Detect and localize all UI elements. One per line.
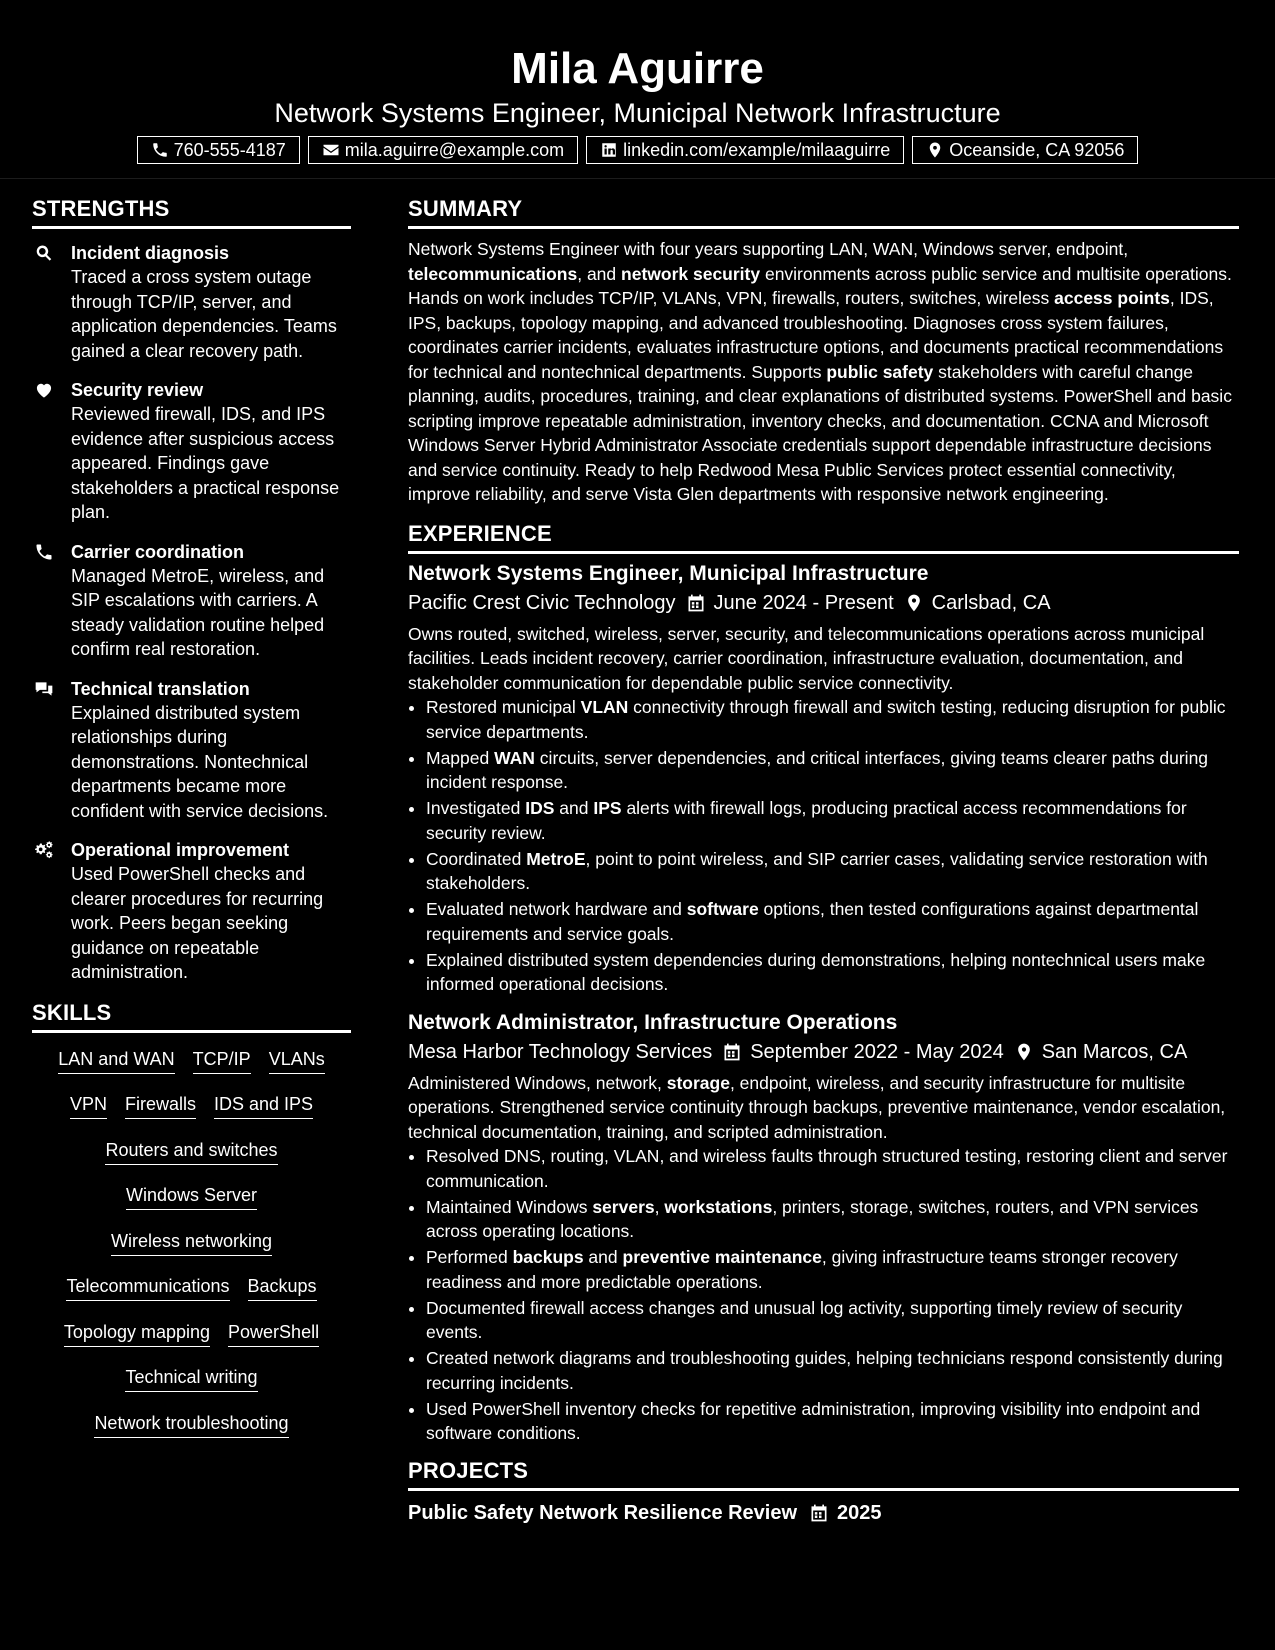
emphasis-text: storage: [666, 1072, 730, 1093]
skill-tag: Telecommunications: [66, 1274, 229, 1301]
skill-tag: VPN: [70, 1092, 107, 1119]
text-run: , point to point wireless, and SIP carrier cases, validating service restoration with stakeholders.: [426, 848, 1208, 893]
job-bullets: [408, 695, 1239, 997]
strength-title: Technical translation: [71, 678, 250, 699]
project-year: 2025: [837, 1501, 882, 1524]
envelope-icon: [322, 141, 340, 159]
strength-item: [32, 677, 351, 824]
emphasis-text: servers: [592, 1196, 655, 1217]
skill-tag: Firewalls: [125, 1092, 196, 1119]
contact-location: [912, 136, 1138, 164]
text-run: Performed: [426, 1247, 513, 1267]
emphasis-text: MetroE: [526, 848, 586, 869]
skill-tag: Technical writing: [125, 1365, 257, 1392]
experience-heading: EXPERIENCE: [408, 521, 1239, 554]
strength-description: Reviewed firewall, IDS, and IPS evidence after suspicious access appeared. Findings gave stakeholders a practical response plan.: [71, 404, 340, 522]
job-location: Carlsbad, CA: [931, 591, 1051, 614]
skill-tag: Backups: [248, 1274, 317, 1301]
location-pin-icon: [926, 141, 944, 159]
job-title: Network Administrator, Infrastructure Operations: [408, 1010, 898, 1034]
text-run: , printers, storage, switches, routers, and VPN services across operating locations.: [426, 1196, 1199, 1241]
skill-tag: Wireless networking: [111, 1229, 272, 1256]
text-run: stakeholders with careful change planning, audits, procedures, training, and clear explanations of distributed systems. PowerShell and basic scripting improve repeatable administration, inventory checks, and documentation. CCNA and Microsoft Windows Server Hybrid Administrator Associate credentials support dependable infrastructure decisions and service continuity. Ready to help Redwood Mesa Public Services protect essential connectivity, improve reliability, and serve Vista Glen departments with responsive network engineering.: [408, 361, 1232, 504]
strength-title: Operational improvement: [71, 840, 290, 860]
text-run: Resolved DNS, routing, VLAN, and wireless faults through structured testing, restoring client and server communication.: [426, 1146, 1228, 1191]
project-entry: [408, 1499, 1239, 1527]
contact-location-text: Oceanside, CA 92056: [949, 139, 1125, 160]
job-bullet: [426, 847, 1239, 896]
heart-icon: [34, 380, 54, 400]
job-description: [408, 1071, 1239, 1145]
strength-title: Carrier coordination: [71, 541, 245, 562]
contact-phone[interactable]: [137, 136, 300, 164]
text-run: circuits, server dependencies, and critical interfaces, giving teams clearer paths during incident response.: [426, 747, 1209, 792]
text-run: Evaluated network hardware and: [426, 899, 687, 919]
text-run: , IDS, IPS, backups, topology mapping, and advanced troubleshooting. Diagnoses cross system failures, coordinates carrier incidents, evaluates infrastructure options, and documents practical recommendations for technical and nontechnical departments. Supports: [408, 288, 1224, 382]
text-run: , endpoint, wireless, and security infrastructure for multisite operations. Strengthened service continuity through backups, preventive maintenance, vendor escalation, technical documentation, training, and scripted administration.: [408, 1072, 1226, 1142]
job-entry: [408, 560, 1239, 997]
text-run: and: [554, 798, 594, 818]
text-run: Owns routed, switched, wireless, server, security, and telecommunications operations across municipal facilities. Leads incident recovery, carrier coordination, infrastructure evaluation, documentation, and stakeholder communication for dependable public service connectivity.: [408, 623, 1205, 693]
job-bullet: [426, 695, 1239, 744]
job-description: [408, 622, 1239, 696]
job-bullet: [426, 1296, 1239, 1345]
text-run: connectivity through firewall and switch testing, reducing disruption for public service departments.: [426, 697, 1226, 742]
skill-row: [32, 1274, 351, 1320]
job-bullet: [426, 1144, 1239, 1193]
emphasis-text: VLAN: [580, 697, 629, 717]
text-run: , giving infrastructure teams stronger recovery readiness and more predictable operations.: [426, 1247, 1178, 1292]
skill-tag: LAN and WAN: [58, 1047, 174, 1074]
emphasis-text: access points: [1054, 288, 1170, 308]
job-dates: June 2024 - Present: [713, 591, 894, 614]
text-run: ,: [654, 1196, 665, 1217]
gears-icon: [34, 840, 54, 860]
text-run: alerts with firewall logs, producing practical access recommendations for security review.: [426, 798, 1187, 843]
contact-email[interactable]: [308, 136, 578, 164]
skills-list: [32, 1047, 351, 1457]
job-bullets: [408, 1144, 1239, 1446]
job-title: Network Systems Engineer, Municipal Infrastructure: [408, 561, 929, 585]
text-run: environments across public service and multisite operations. Hands on work includes TCP/IP, VLANs, VPN, firewalls, routers, switches, wireless: [408, 263, 1232, 308]
summary-text: [408, 237, 1239, 507]
skill-row: [32, 1138, 351, 1184]
location-pin-icon: [904, 593, 924, 613]
candidate-name: Mila Aguirre: [511, 44, 764, 93]
text-run: Investigated: [426, 798, 526, 818]
skill-tag: Windows Server: [126, 1183, 257, 1210]
emphasis-text: WAN: [494, 747, 535, 768]
projects-heading: PROJECTS: [408, 1458, 1239, 1491]
text-run: Mapped: [426, 747, 495, 768]
contact-linkedin[interactable]: [586, 136, 904, 164]
calendar-icon: [809, 1503, 829, 1523]
job-bullet: [426, 1346, 1239, 1395]
text-run: Explained distributed system dependencies during demonstrations, helping nontechnical users make informed operational decisions.: [426, 949, 1206, 994]
strength-item: [32, 378, 351, 525]
skill-row: [32, 1092, 351, 1138]
job-dates: September 2022 - May 2024: [750, 1040, 1004, 1063]
skill-row: [32, 1183, 351, 1229]
strength-description: Traced a cross system outage through TCP/IP, server, and application dependencies. Teams gained a clear recovery path.: [71, 267, 337, 361]
job-bullet: [426, 1195, 1239, 1244]
skills-heading: SKILLS: [32, 1000, 351, 1033]
skill-tag: PowerShell: [228, 1320, 319, 1347]
summary-heading: SUMMARY: [408, 196, 1239, 229]
job-bullet: [426, 948, 1239, 997]
search-icon: [34, 243, 54, 263]
skill-tag: Network troubleshooting: [94, 1411, 288, 1438]
left-column: [32, 196, 351, 1456]
skill-row: [32, 1229, 351, 1275]
skill-tag: Routers and switches: [105, 1138, 277, 1165]
contact-email-text: mila.aguirre@example.com: [344, 139, 565, 160]
text-run: and: [583, 1247, 623, 1267]
job-bullet: [426, 746, 1239, 795]
phone-icon: [151, 141, 169, 159]
skill-tag: TCP/IP: [193, 1047, 251, 1074]
text-run: Documented firewall access changes and unusual log activity, supporting timely review of security events.: [426, 1297, 1183, 1342]
emphasis-text: workstations: [664, 1196, 773, 1217]
job-bullet: [426, 1397, 1239, 1446]
candidate-subtitle: Network Systems Engineer, Municipal Network Infrastructure: [274, 98, 1001, 128]
emphasis-text: software: [686, 899, 759, 919]
phone-icon: [34, 542, 54, 562]
emphasis-text: IDS: [525, 798, 555, 818]
job-bullet: [426, 1245, 1239, 1294]
text-run: Used PowerShell inventory checks for repetitive administration, improving visibility into endpoint and software conditions.: [426, 1398, 1201, 1443]
right-column: [408, 196, 1239, 1527]
calendar-icon: [686, 593, 706, 613]
emphasis-text: public safety: [826, 361, 934, 382]
skill-row: [32, 1320, 351, 1366]
calendar-icon: [722, 1042, 742, 1062]
job-bullet: [426, 897, 1239, 946]
text-run: Restored municipal: [426, 697, 581, 717]
text-run: Administered Windows, network,: [408, 1072, 667, 1093]
contact-linkedin-text: linkedin.com/example/milaaguirre: [623, 139, 891, 160]
job-company: Mesa Harbor Technology Services: [408, 1040, 713, 1063]
contact-bar: [0, 136, 1275, 164]
emphasis-text: telecommunications: [408, 263, 578, 284]
strength-title: Incident diagnosis: [71, 243, 230, 263]
emphasis-text: IPS: [593, 798, 622, 818]
project-title: Public Safety Network Resilience Review: [408, 1501, 798, 1524]
emphasis-text: preventive maintenance: [622, 1247, 822, 1267]
text-run: Network Systems Engineer with four years supporting LAN, WAN, Windows server, endpoint,: [408, 239, 1129, 259]
job-location: San Marcos, CA: [1041, 1040, 1188, 1063]
strength-item: [32, 838, 351, 985]
text-run: Coordinated: [426, 848, 527, 869]
strengths-heading: STRENGTHS: [32, 196, 351, 229]
emphasis-text: backups: [512, 1247, 584, 1267]
strength-description: Explained distributed system relationships during demonstrations. Nontechnical departments became more confident with service decisions.: [71, 702, 329, 821]
text-run: Maintained Windows: [426, 1196, 593, 1217]
strength-title: Security review: [71, 380, 204, 400]
text-run: , and: [577, 263, 622, 284]
linkedin-icon: [600, 141, 618, 159]
job-company: Pacific Crest Civic Technology: [408, 591, 676, 614]
job-meta: [408, 588, 1239, 618]
strength-item: [32, 241, 351, 363]
chat-bubbles-icon: [34, 679, 54, 699]
skill-row: [32, 1047, 351, 1093]
skill-tag: Topology mapping: [64, 1320, 210, 1347]
skill-tag: VLANs: [269, 1047, 325, 1074]
skill-tag: IDS and IPS: [214, 1092, 313, 1119]
job-entry: [408, 1009, 1239, 1446]
text-run: options, then tested configurations against departmental requirements and service goals.: [426, 899, 1199, 944]
contact-phone-text: 760-555-4187: [173, 139, 286, 160]
job-bullet: [426, 796, 1239, 845]
strength-item: [32, 540, 351, 662]
emphasis-text: network security: [621, 263, 761, 284]
location-pin-icon: [1014, 1042, 1034, 1062]
strength-description: Used PowerShell checks and clearer procedures for recurring work. Peers began seeking guidance on repeatable administration.: [71, 864, 324, 982]
strength-description: Managed MetroE, wireless, and SIP escalations with carriers. A steady validation routine helped confirm real restoration.: [71, 565, 325, 659]
job-meta: [408, 1037, 1239, 1067]
resume-header: [0, 0, 1275, 179]
skill-row: [32, 1365, 351, 1411]
text-run: Created network diagrams and troubleshooting guides, helping technicians respond consistently during recurring incidents.: [426, 1348, 1223, 1393]
skill-row: [32, 1411, 351, 1457]
